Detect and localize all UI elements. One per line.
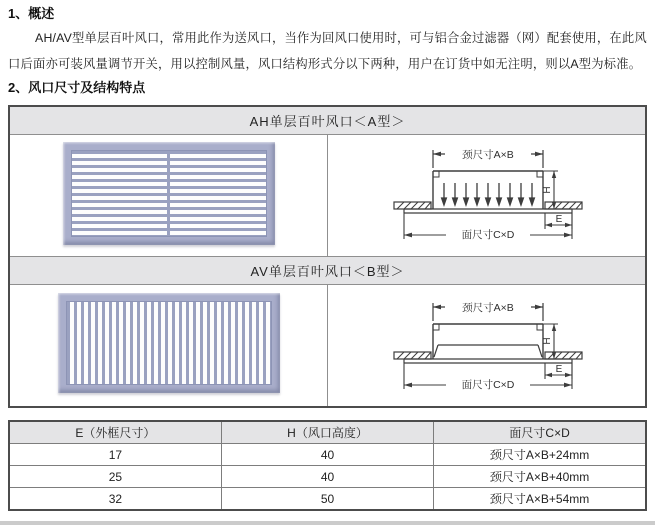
product-a-title-row bbox=[9, 106, 646, 135]
arrowhead bbox=[564, 383, 572, 388]
frame-label-a: E bbox=[555, 214, 563, 225]
cell-e-value: 25 bbox=[9, 466, 221, 488]
arrowhead bbox=[545, 373, 552, 377]
table-row bbox=[9, 488, 646, 511]
arrowhead bbox=[565, 373, 572, 377]
face-size-label-a: 面尺寸C×D bbox=[461, 229, 515, 241]
table-row bbox=[9, 466, 646, 488]
arrowhead bbox=[545, 223, 552, 227]
product-b-title-row bbox=[9, 257, 646, 285]
table-row bbox=[9, 444, 646, 466]
product-table bbox=[8, 105, 647, 408]
cell-e-value: 32 bbox=[9, 488, 221, 511]
frame-label-b: E bbox=[555, 364, 563, 375]
dimension-table-header-row bbox=[9, 421, 646, 444]
neck-box-b bbox=[433, 324, 543, 359]
arrowhead bbox=[433, 152, 441, 157]
product-a-photo-cell bbox=[9, 135, 328, 257]
arrowhead bbox=[565, 223, 572, 227]
neck-size-label-b: 颈尺寸A×B bbox=[462, 302, 514, 314]
section-1-title: 1、概述 bbox=[8, 6, 55, 21]
arrowhead bbox=[535, 152, 543, 157]
arrowhead bbox=[535, 305, 543, 310]
height-label-a: H bbox=[542, 186, 553, 194]
arrowhead bbox=[404, 383, 412, 388]
vertical-slats bbox=[66, 301, 272, 385]
product-a-title: AH单层百叶风口＜A型＞ bbox=[9, 106, 646, 135]
product-b-photo-cell bbox=[9, 285, 328, 408]
overview-paragraph: AH/AV型单层百叶风口，常用此作为送风口，当作为回风口使用时，可与铝合金过滤器（网）配套使用，在此风口后面亦可装风量调节开关，用以控制风量，风口结构形式分以下两种，用户在订货中如无注明，则以A型为标准。 bbox=[8, 31, 647, 71]
cell-face-value: 颈尺寸A×B+54mm bbox=[434, 488, 646, 511]
cell-h-value: 40 bbox=[221, 466, 433, 488]
cell-face-value: 颈尺寸A×B+40mm bbox=[434, 466, 646, 488]
drawing-type-b bbox=[328, 285, 649, 401]
cell-face-value: 颈尺寸A×B+24mm bbox=[434, 444, 646, 466]
dimension-table bbox=[8, 420, 647, 511]
arrowhead bbox=[552, 171, 556, 178]
drawing-type-a bbox=[328, 135, 649, 251]
airflow-arrows bbox=[442, 183, 535, 205]
cell-h-value: 50 bbox=[221, 488, 433, 511]
col-header-frame-size: E（外框尺寸） bbox=[9, 421, 221, 444]
product-b-title: AV单层百叶风口＜B型＞ bbox=[9, 257, 646, 285]
center-divider-bar bbox=[167, 151, 170, 236]
product-a-row bbox=[9, 135, 646, 257]
cell-e-value: 17 bbox=[9, 444, 221, 466]
face-size-label-b: 面尺寸C×D bbox=[461, 379, 515, 391]
arrowhead bbox=[404, 233, 412, 238]
arrowhead bbox=[552, 324, 556, 331]
cell-h-value: 40 bbox=[221, 444, 433, 466]
arrowhead bbox=[433, 305, 441, 310]
product-b-drawing-cell bbox=[328, 285, 647, 408]
catalog-page bbox=[0, 5, 655, 525]
louver-photo-a bbox=[63, 142, 275, 245]
col-header-face-size: 面尺寸C×D bbox=[434, 421, 646, 444]
col-header-vent-height: H（风口高度） bbox=[221, 421, 433, 444]
page-bottom-edge bbox=[0, 521, 655, 525]
section-2-title: 2、风口尺寸及结构特点 bbox=[8, 80, 146, 95]
horizontal-slats bbox=[71, 150, 267, 237]
product-a-drawing-cell bbox=[328, 135, 647, 257]
louver-photo-b bbox=[58, 293, 280, 393]
product-b-row bbox=[9, 285, 646, 408]
arrowhead bbox=[564, 233, 572, 238]
height-label-b: H bbox=[542, 337, 553, 345]
neck-size-label-a: 颈尺寸A×B bbox=[462, 149, 514, 161]
